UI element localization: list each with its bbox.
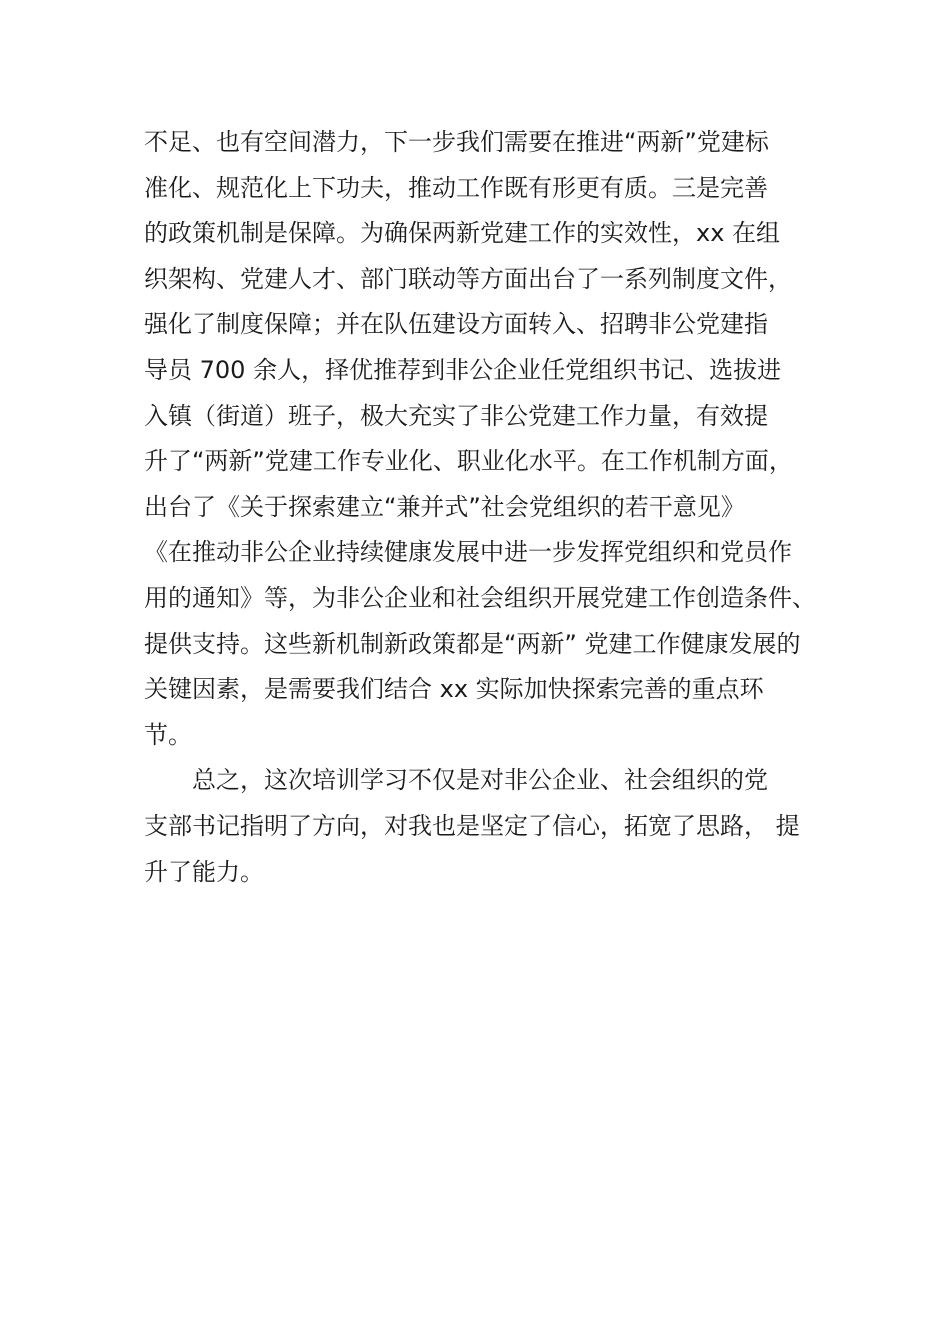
text-line: 强化了制度保障；并在队伍建设方面转入、招聘非公党建指 [144,310,768,339]
text-line: 导员 700 余人，择优推荐到非公企业任党组织书记、选拔进 [144,355,782,384]
text-line: 出台了《关于探索建立“兼并式”社会党组织的若干意见》 [144,492,745,521]
text-line: 织架构、党建人才、部门联动等方面出台了一系列制度文件， [144,264,792,293]
text-line: 升了能力。 [144,857,264,886]
paragraph-conclusion [144,758,844,895]
text-line: 用的通知》等，为非公企业和社会组织开展党建工作创造条件、 [144,583,816,612]
text-line: 准化、规范化上下功夫，推动工作既有形更有质。三是完善 [144,173,768,202]
text-line: 不足、也有空间潜力，下一步我们需要在推进“两新”党建标 [144,128,769,156]
text-line: 的政策机制是保障。为确保两新党建工作的实效性，xx 在组 [144,219,781,248]
paragraph-policy-mechanism [144,120,844,758]
text-line: 节。 [144,720,192,749]
body-text [144,120,844,895]
text-line: 提供支持。这些新机制新政策都是“两新” 党建工作健康发展的 [144,629,801,658]
text-line: 《在推动非公企业持续健康发展中进一步发挥党组织和党员作 [144,538,792,567]
text-line: 关键因素，是需要我们结合 xx 实际加快探索完善的重点环 [144,675,764,704]
text-line: 入镇（街道）班子，极大充实了非公党建工作力量，有效提 [144,401,768,430]
text-line: 升了“两新”党建工作专业化、职业化水平。在工作机制方面， [144,447,793,476]
text-line: 支部书记指明了方向，对我也是坚定了信心，拓宽了思路， 提 [144,811,800,840]
text-line: 总之，这次培训学习不仅是对非公企业、社会组织的党 [192,766,768,795]
